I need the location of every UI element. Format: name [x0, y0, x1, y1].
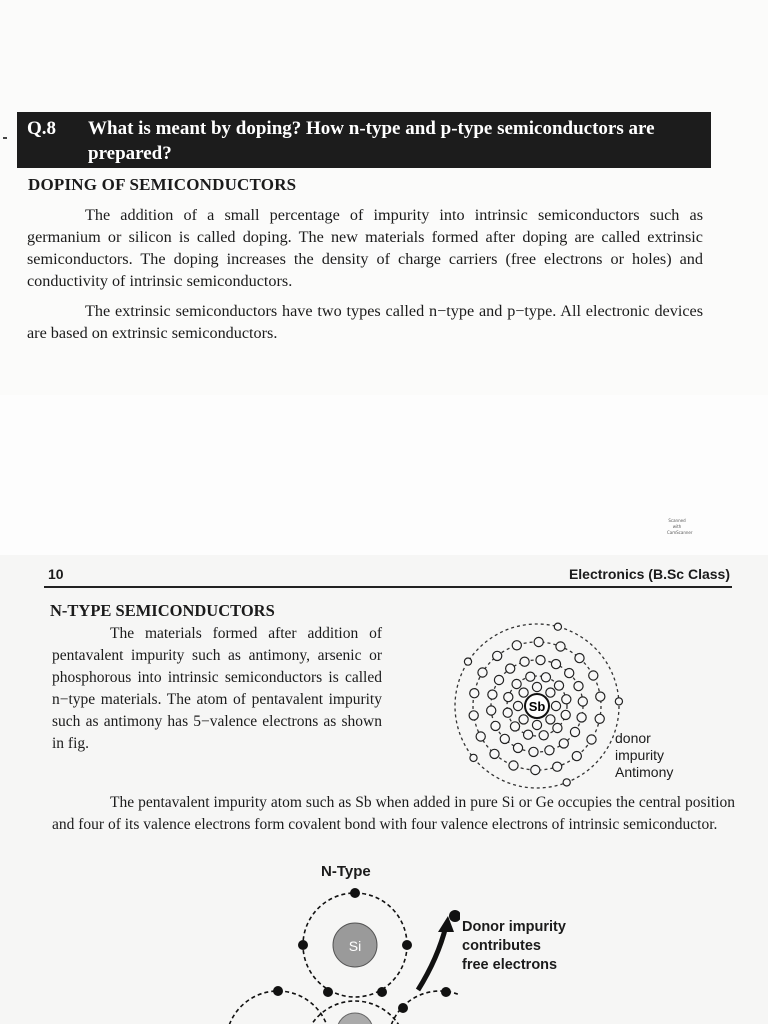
- electron: [469, 711, 478, 720]
- electron: [491, 721, 500, 730]
- electron: [561, 710, 570, 719]
- electron: [510, 722, 519, 731]
- electron: [556, 642, 565, 651]
- question-bar: [17, 112, 711, 168]
- electron: [487, 706, 496, 715]
- electron: [532, 682, 541, 691]
- electron: [575, 654, 584, 663]
- ntype-figure-title: N-Type: [321, 863, 371, 880]
- atom-label-donor: donor: [615, 730, 651, 746]
- ntype-heading: N-TYPE SEMICONDUCTORS: [50, 601, 275, 620]
- doping-paragraph-1: The addition of a small percentage of impurity into intrinsic semiconductors such as germanium or silicon is called doping. The new materials formed after doping are called extrinsic semiconductors. The doping increases the density of charge carriers (free electrons or holes) and conductivity of intrinsic semiconductors.: [27, 206, 703, 290]
- electron: [595, 714, 604, 723]
- electron: [541, 673, 550, 682]
- electron: [520, 657, 529, 666]
- electron: [565, 669, 574, 678]
- electron: [546, 688, 555, 697]
- si-label: Si: [348, 938, 362, 954]
- donor-note: [462, 918, 566, 975]
- book-title: Electronics (B.Sc Class): [568, 566, 730, 582]
- page-gap: [0, 395, 768, 555]
- doping-paragraph-2: The extrinsic semiconductors have two types called n−type and p−type. All electronic devices are based on extrinsic semiconductors.: [27, 302, 703, 342]
- electron: [554, 681, 563, 690]
- arrow-shaft: [418, 926, 446, 990]
- electron: [545, 746, 554, 755]
- electron: [551, 701, 560, 710]
- electron: [500, 734, 509, 743]
- electron: [589, 671, 598, 680]
- donor-note-line-2: contributes: [462, 938, 541, 954]
- electron: [536, 656, 545, 665]
- electron: [587, 735, 596, 744]
- electron: [512, 641, 521, 650]
- electron-left: [298, 940, 308, 950]
- electron: [578, 697, 587, 706]
- doping-heading: DOPING OF SEMICONDUCTORS: [28, 175, 297, 194]
- electron: [553, 723, 562, 732]
- question-text: What is meant by doping? How n-type and p-type semiconductors are prepared?: [88, 118, 655, 164]
- electron: [478, 668, 487, 677]
- electron: [553, 762, 562, 771]
- electron: [539, 731, 548, 740]
- electron: [529, 747, 538, 756]
- electron: [574, 682, 583, 691]
- header-rule: [44, 586, 732, 588]
- atom-labels: [615, 730, 673, 781]
- atom-label-impurity: impurity: [615, 747, 665, 763]
- electron: [559, 739, 568, 748]
- electron: [531, 765, 540, 774]
- atom-label-antimony: Antimony: [615, 764, 674, 780]
- electron-extra: [398, 1003, 408, 1013]
- electron: [470, 689, 479, 698]
- donor-note-line-1: Donor impurity: [462, 919, 566, 935]
- antimony-atom-diagram: [440, 612, 640, 792]
- electron: [563, 779, 570, 786]
- electron: [494, 675, 503, 684]
- electron: [506, 664, 515, 673]
- electron: [493, 651, 502, 660]
- electron: [464, 658, 471, 665]
- electron-right-orbit: [441, 987, 451, 997]
- electron-left-orbit: [273, 986, 283, 996]
- electron: [519, 715, 528, 724]
- nucleus-label: Sb: [528, 699, 546, 714]
- electron: [532, 720, 541, 729]
- ntype-paragraph-1: The materials formed after addition of pentavalent impurity such as antimony, arsenic or phosphorous into intrinsic semiconductors is called n−type materials. The atom of pentavalent impurity such as antimony has 5−valence electrons as shown in fig.: [52, 625, 382, 752]
- camscanner-watermark: Scanned with CamScanner: [667, 518, 693, 535]
- electron: [546, 715, 555, 724]
- donor-note-line-3: free electrons: [462, 957, 558, 973]
- electron: [562, 695, 571, 704]
- electron: [572, 752, 581, 761]
- electron: [526, 672, 535, 681]
- electron: [519, 688, 528, 697]
- electron-bond-2: [377, 987, 387, 997]
- electron: [503, 708, 512, 717]
- electron-right: [402, 940, 412, 950]
- margin-mark: [3, 137, 7, 139]
- electron: [470, 754, 477, 761]
- electron: [509, 761, 518, 770]
- page-number: 10: [48, 566, 64, 582]
- electron: [476, 732, 485, 741]
- electron: [513, 743, 522, 752]
- electron: [596, 692, 605, 701]
- ntype-paragraph-2: The pentavalent impurity atom such as Sb when added in pure Si or Ge occupies the central position and four of its valence electrons form covalent bond with four valence electrons of intrinsic semiconductor.: [52, 794, 735, 833]
- electron: [577, 713, 586, 722]
- electron: [490, 749, 499, 758]
- electron: [554, 623, 561, 630]
- lower-atom: [337, 1013, 373, 1024]
- electron: [504, 693, 513, 702]
- ntype-lattice-diagram: [210, 858, 460, 1024]
- electron: [551, 660, 560, 669]
- electron: [524, 730, 533, 739]
- electron: [615, 698, 622, 705]
- electron-top: [350, 888, 360, 898]
- electron: [512, 679, 521, 688]
- electron: [570, 727, 579, 736]
- electron-bond-1: [323, 987, 333, 997]
- question-number: Q.8: [27, 118, 57, 139]
- electron: [513, 701, 522, 710]
- free-electron: [449, 910, 460, 922]
- electron: [488, 690, 497, 699]
- electron: [534, 637, 543, 646]
